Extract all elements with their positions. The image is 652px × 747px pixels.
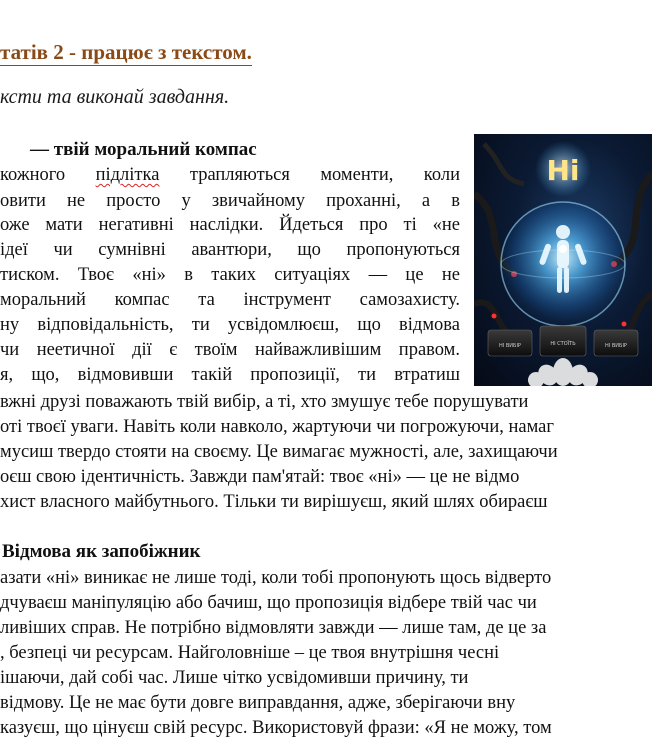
- plinth-label: НІ СТОЇТЬ: [550, 341, 576, 347]
- section1-wide-line: вжні друзі поважають твій вибір, а ті, хто змушує тебе порушувати: [0, 392, 529, 412]
- plinth-label: НІ ВИБІР: [499, 343, 521, 349]
- section1-heading: — твій моральний компас: [30, 139, 257, 160]
- section1-line: моральний компас та інструмент самозахисту.: [0, 290, 460, 310]
- plinth-label: НІ ВИБІР: [605, 343, 627, 349]
- section1-line: оже мати негативні наслідки. Йдеться про ті «не: [0, 215, 460, 235]
- page-title: татів 2 - працює з текстом.: [0, 40, 252, 64]
- section2-line: казуєш, що цінуєш свій ресурс. Використовуй фрази: «Я не можу, том: [0, 718, 552, 738]
- section2-line: відмову. Це не має бути довге виправдання, адже, зберігаючи вну: [0, 693, 516, 713]
- illustration-label: Ні: [546, 154, 580, 187]
- section1-line: кожного підлітка трапляються моменти, коли: [0, 165, 460, 185]
- section1-line: ідеї чи сумнівні авантюри, що пропонуються: [0, 240, 460, 260]
- section2-line: ливіших справ. Не потрібно відмовляти завжди — лише там, де це за: [0, 618, 547, 638]
- lotus-icon: [525, 358, 601, 386]
- glowing-sphere-illustration: [474, 134, 652, 386]
- section1-wide-line: хист власного майбутнього. Тільки ти вирішуєш, який шлях обираєш: [0, 492, 548, 512]
- task-instruction: ксти та виконай завдання.: [0, 86, 230, 108]
- section1-line: ну відповідальність, ти усвідомлюєш, що відмова: [0, 315, 460, 335]
- section2-line: азати «ні» виникає не лише тоді, коли тобі пропонують щось відверто: [0, 568, 552, 588]
- misspelled-word: підлітка: [95, 165, 160, 185]
- section2-heading: Відмова як запобіжник: [2, 541, 201, 562]
- section1-line: чи неетичної дії є твоїм найважливішим правом.: [0, 340, 460, 360]
- section1-line: я, що, відмовивши такій пропозиції, ти втратиш: [0, 365, 460, 385]
- section2-line: ішаючи, дай собі час. Лише чітко усвідомивши причину, ти: [0, 668, 469, 688]
- section1-wide-line: мусиш твердо стояти на своєму. Це вимагає мужності, але, захищаючи: [0, 442, 558, 462]
- section1-wide-line: оті твоєї уваги. Навіть коли навколо, жартуючи чи погрожуючи, намаг: [0, 417, 554, 437]
- moral-compass-illustration: [474, 134, 652, 386]
- section1-line: тиском. Твоє «ні» в таких ситуаціях — це не: [0, 265, 460, 285]
- section1-wide-line: оєш свою ідентичність. Завжди пам'ятай: твоє «ні» — це не відмо: [0, 467, 520, 487]
- section2-line: дчуваєш маніпуляцію або бачиш, що пропозиція відбере твій час чи: [0, 593, 537, 613]
- section2-line: , безпеці чи ресурсам. Найголовніше – це твоя внутрішня чесні: [0, 643, 500, 663]
- section1-line: овити не просто у звичайному проханні, а в: [0, 191, 460, 211]
